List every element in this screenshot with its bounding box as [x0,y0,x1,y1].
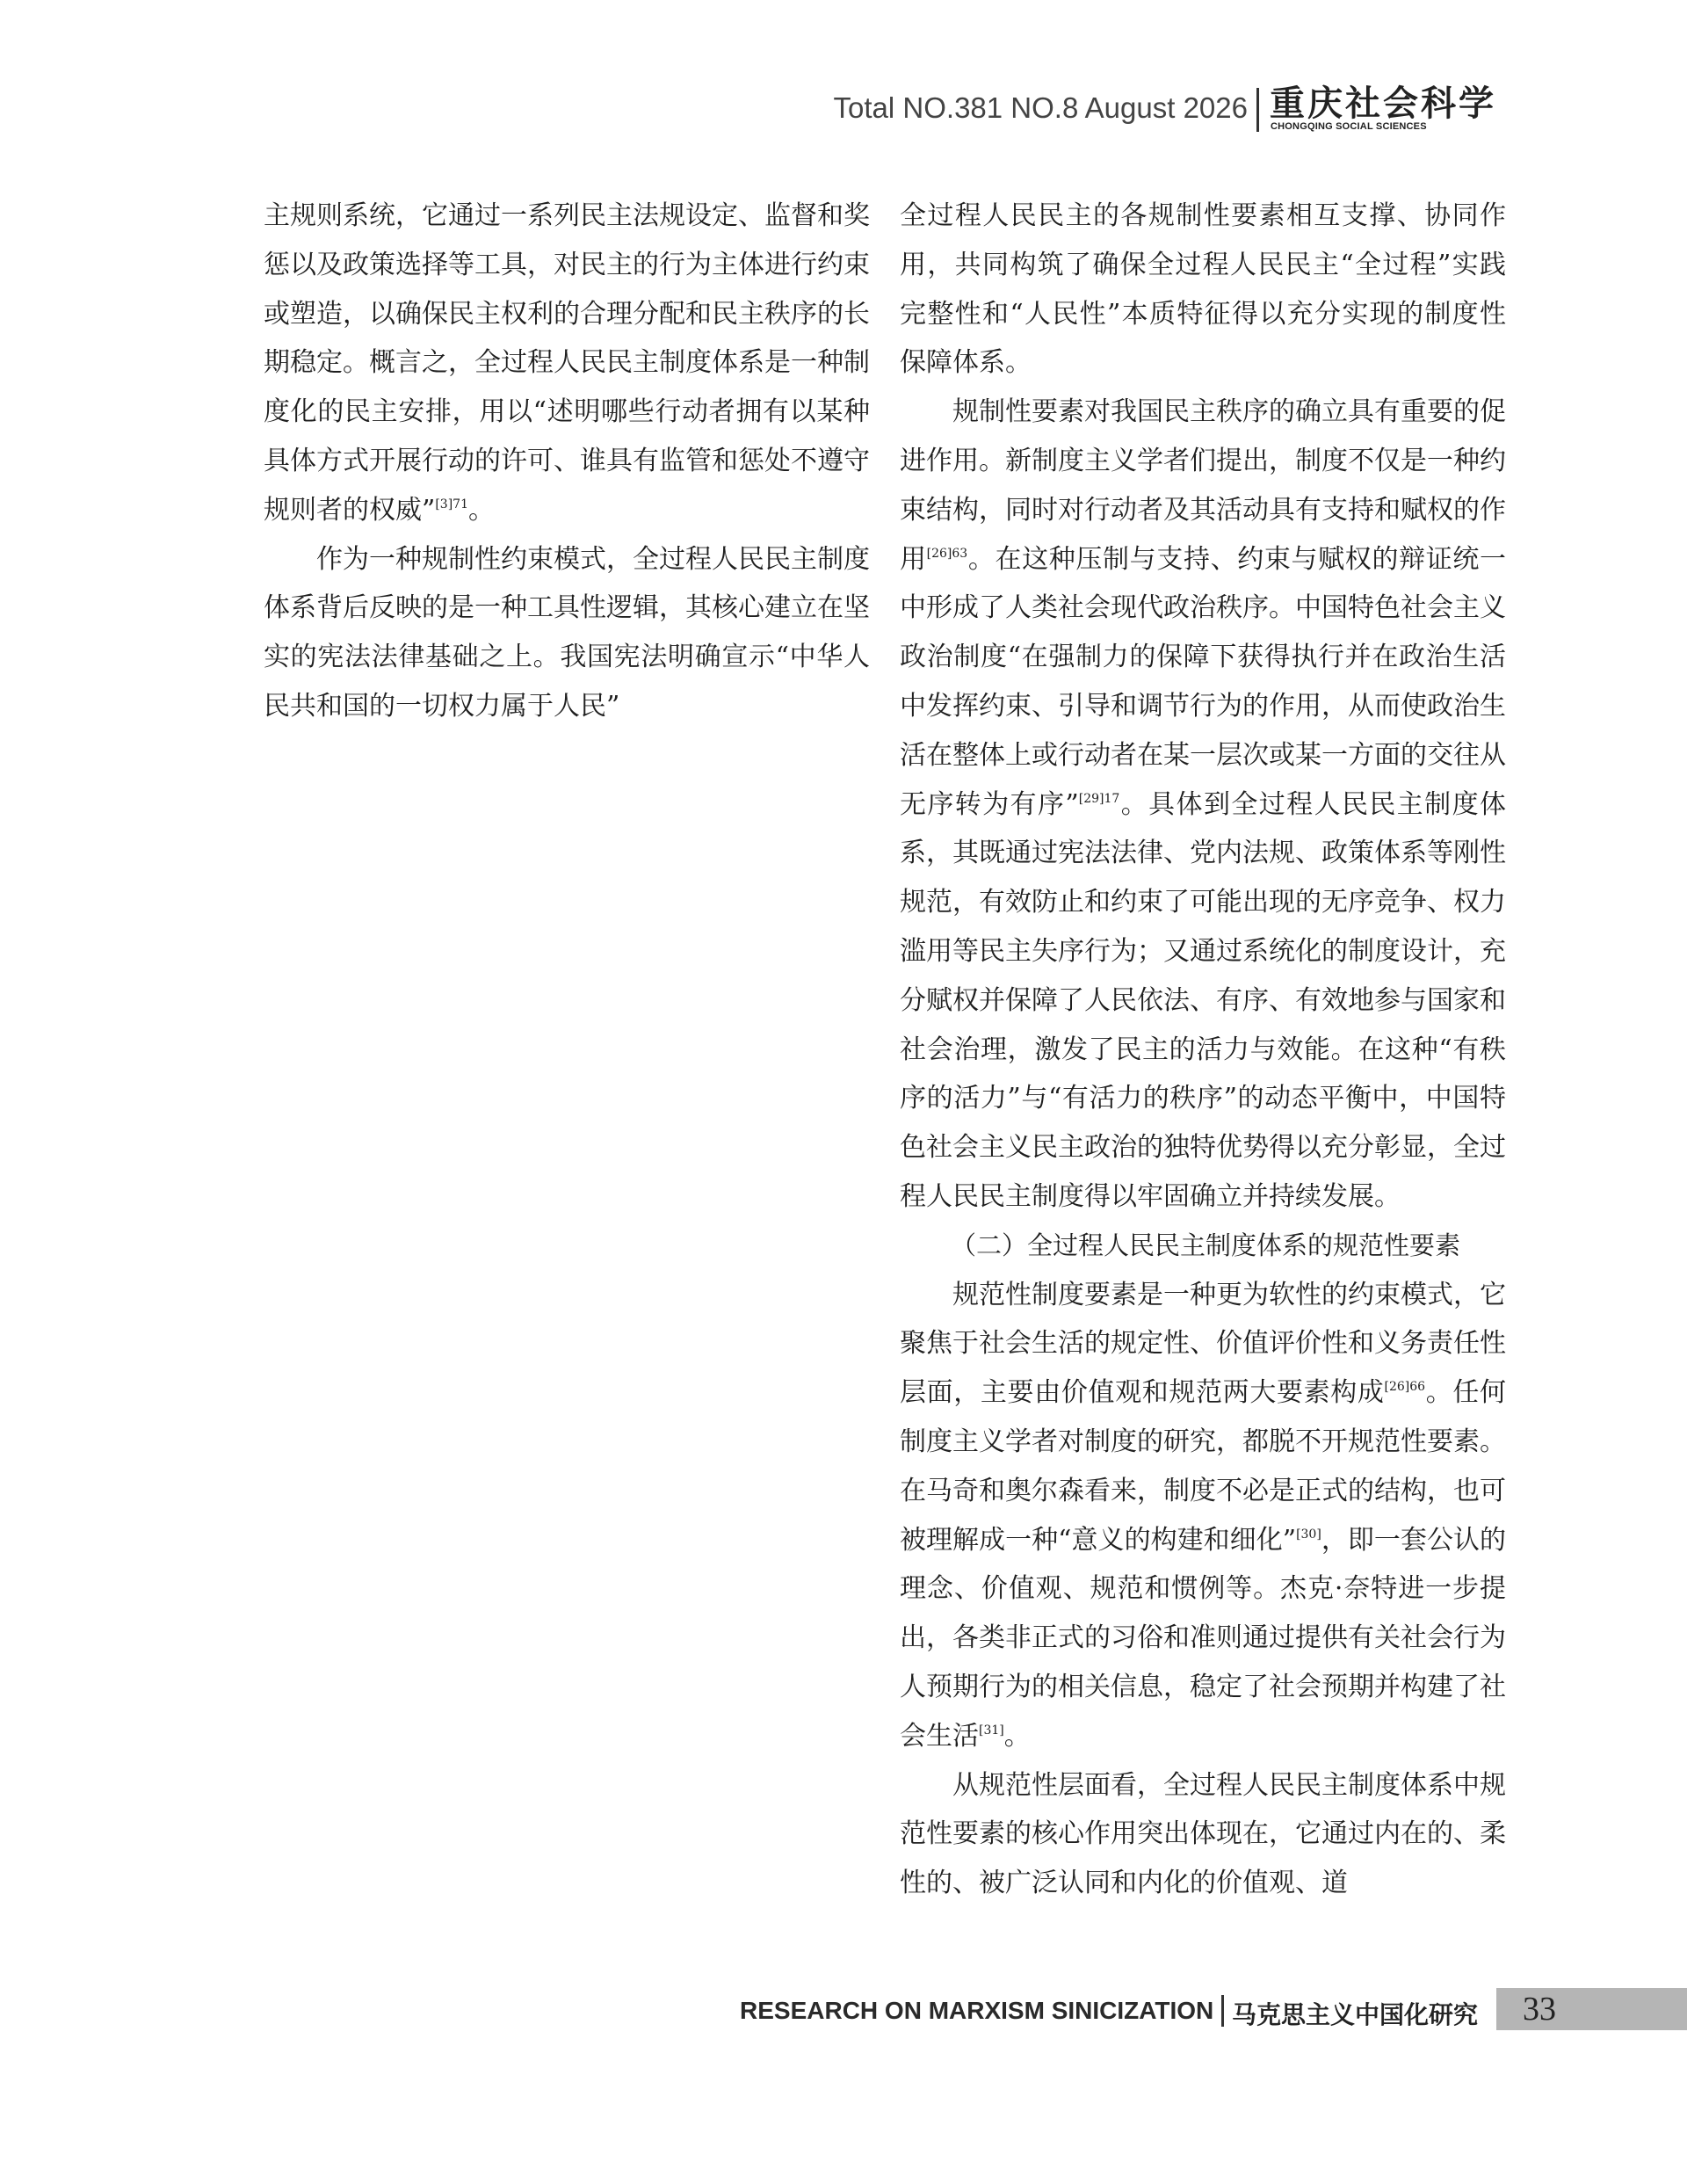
issue-info: Total NO.381 NO.8 August 2026 [833,91,1248,124]
paragraph: 全过程人民民主的各规制性要素相互支撑、协同作用，共同构筑了确保全过程人民民主“全过程”实践完整性和“人民性”本质特征得以充分实现的制度性保障体系。 [900,200,1506,379]
citation: [31] [979,1723,1004,1738]
paragraph: 主规则系统，它通过一系列民主法规设定、监督和奖惩以及政策选择等工具，对民主的行为主体进行约束或塑造，以确保民主权利的合理分配和民主秩序的长期稳定。概言之，全过程人民民主制度体系是一种制度化的民主安排，用以“述明哪些行动者拥有以某种具体方式开展行动的许可、谁具有监管和惩处不遵守规则者的权威”$^{[3]71}$。 [264,200,870,526]
footer-title-en: RESEARCH ON MARXISM SINICIZATION [740,1997,1214,2024]
journal-title-cn: 重庆社会科学 [1270,83,1496,124]
citation: [3]71 [435,497,468,512]
paragraph: 规制性要素对我国民主秩序的确立具有重要的促进作用。新制度主义学者们提出，制度不仅是一种约束结构，同时对行动者及其活动具有支持和赋权的作用$^{[26]63}$。在这种压制与支持、约束与赋权的辩证统一中形成了人类社会现代政治秩序。中国特色社会主义政治制度“在强制力的保障下获得执行并在政治生活中发挥约束、引导和调节行为的作用，从而使政治生活在整体上或行动者在某一层次或某一方面的交往从无序转为有序”$^{[29]17}$。具体到全过程人民民主制度体系，其既通过宪法法律、党内法规、政策体系等刚性规范，有效防止和约束了可能出现的无序竞争、权力滥用等民主失序行为；又通过系统化的制度设计，充分赋权并保障了人民依法、有序、有效地参与国家和社会治理，激发了民主的活力与效能。在这种“有秩序的活力”与“有活力的秩序”的动态平衡中，中国特色社会主义民主政治的独特优势得以充分彰显，全过程人民民主制度得以牢固确立并持续发展。 [900,396,1507,1212]
citation: [29]17 [1078,791,1120,806]
citation: [26]63 [926,546,968,561]
right-column [900,192,1506,1908]
paragraph: 作为一种规制性约束模式，全过程人民民主制度体系背后反映的是一种工具性逻辑，其核心建立在坚实的宪法法律基础之上。我国宪法明确宣示“中华人民共和国的一切权力属于人民” [264,543,870,722]
citation: [30] [1296,1527,1321,1542]
paragraph: 规范性制度要素是一种更为软性的约束模式，它聚焦于社会生活的规定性、价值评价性和义务责任性层面，主要由价值观和规范两大要素构成$^{[26]66}$。任何制度主义学者对制度的研究，都脱不开规范性要素。在马奇和奥尔森看来，制度不必是正式的结构，也可被理解成一种“意义的构建和细化”[30]，即一套公认的理念、价值观、规范和惯例等。杰克·奈特进一步提出，各类非正式的习俗和准则通过提供有关社会行为人预期行为的相关信息，稳定了社会预期并构建了社会生活[31]。 [900,1279,1507,1752]
citation: [26]66 [1384,1380,1426,1395]
header-divider [1256,88,1259,132]
footer-title-cn: 马克思主义中国化研究 [1232,2000,1479,2029]
paragraph: 从规范性层面看，全过程人民民主制度体系中规范性要素的核心作用突出体现在，它通过内在的、柔性的、被广泛认同和内化的价值观、道 [900,1769,1506,1899]
journal-title-en: CHONGQING SOCIAL SCIENCES [1271,121,1427,132]
left-column [264,192,870,731]
page-number-box [1496,1988,1687,2030]
running-header [0,83,1687,139]
running-footer [0,1988,1687,2030]
section-subheading: （二）全过程人民民主制度体系的规范性要素 [951,1230,1461,1260]
footer-divider [1221,1995,1224,2027]
page-number: 33 [1523,1991,1556,2028]
